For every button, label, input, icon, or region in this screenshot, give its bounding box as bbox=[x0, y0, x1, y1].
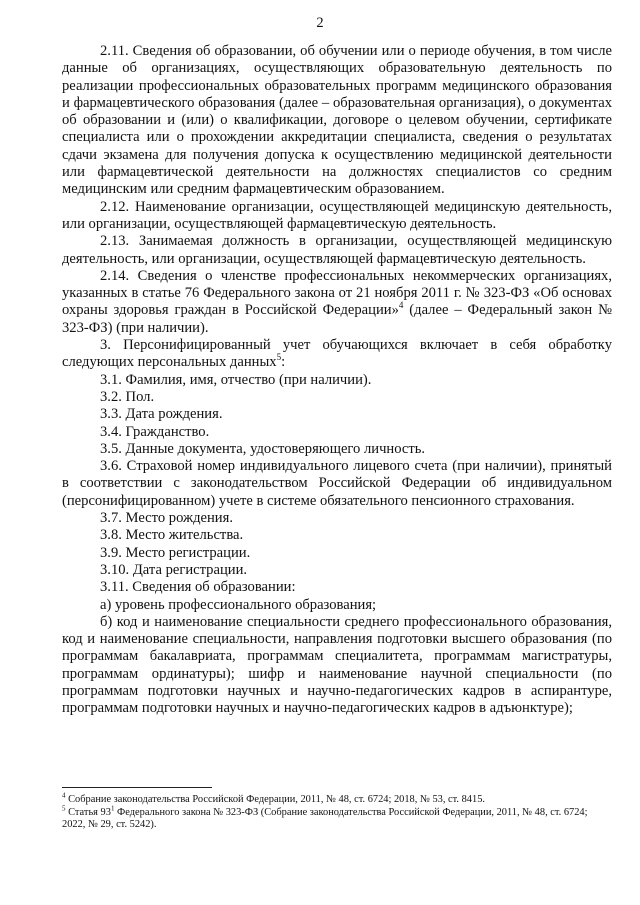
page-number: 2 bbox=[316, 15, 324, 31]
paragraph-3-4 bbox=[62, 424, 612, 441]
paragraph-text: 3.11. Сведения об образовании: bbox=[100, 579, 296, 596]
paragraph-text-tail: (далее – Федеральный закон № 323-ФЗ) (при наличии). bbox=[62, 302, 612, 336]
paragraph-text: 3.2. Пол. bbox=[100, 388, 155, 405]
paragraph-3-6 bbox=[62, 458, 612, 510]
paragraph-3-11 bbox=[62, 579, 612, 596]
paragraph-3-10 bbox=[62, 562, 612, 579]
footnote-5 bbox=[62, 804, 612, 832]
paragraph-3-7 bbox=[62, 510, 612, 527]
paragraph-text: 2.12. Наименование организации, осуществляющей медицинскую деятельность, или организации, осуществляющей фармацевтическую деятельность. bbox=[62, 198, 612, 232]
footnote-mark: 5 bbox=[62, 804, 66, 813]
footnote-text: Статья 93 bbox=[65, 806, 111, 818]
paragraph-3-8 bbox=[62, 527, 612, 544]
footnote-superscript: 1 bbox=[110, 804, 115, 813]
paragraph-text: 3.1. Фамилия, имя, отчество (при наличии). bbox=[100, 371, 372, 388]
paragraph-text: б) код и наименование специальности среднего профессионального образования, код и наименование специальности, направления подготовки высшего образования (по программам бакалавриата, программам специалитета, программам магистратуры, программам ординатуры); шифр и наименование научной специальности (по программам подготовки научных и научно-педагогических кадров в аспирантуре, программам подготовки научных и научно-педагогических кадров в адъюнктуре); bbox=[62, 613, 612, 717]
paragraph-text-tail: : bbox=[281, 354, 286, 371]
paragraph-text: 3. Персонифицированный учет обучающихся включает в себя обработку следующих персональных данных bbox=[62, 337, 612, 371]
footnote-mark: 4 bbox=[62, 791, 66, 800]
paragraph-text: 3.5. Данные документа, удостоверяющего личность. bbox=[100, 440, 426, 457]
paragraph-2-12 bbox=[62, 199, 612, 234]
paragraph-3-11-a bbox=[62, 597, 612, 614]
paragraph-text: 3.6. Страховой номер индивидуального лицевого счета (при наличии), принятый в соответствии с законодательством Российской Федерации об индивидуальном (персонифицированном) учете в системе обязательного пенсионного страхования. bbox=[62, 458, 612, 509]
paragraph-3 bbox=[62, 337, 612, 372]
paragraph-3-3 bbox=[62, 406, 612, 423]
paragraph-text: 3.7. Место рождения. bbox=[100, 510, 233, 527]
paragraph-text: 3.4. Гражданство. bbox=[100, 423, 210, 440]
paragraph-text: 3.9. Место регистрации. bbox=[100, 544, 251, 561]
paragraph-text: 3.8. Место жительства. bbox=[100, 527, 244, 544]
document-body bbox=[62, 43, 612, 718]
footnote-reference: 5 bbox=[276, 352, 282, 363]
paragraph-text: 3.10. Дата регистрации. bbox=[100, 561, 248, 578]
paragraph-3-9 bbox=[62, 545, 612, 562]
paragraph-2-13 bbox=[62, 233, 612, 268]
footnotes bbox=[62, 791, 612, 832]
footnote-reference: 4 bbox=[398, 300, 404, 311]
paragraph-text: 2.14. Сведения о членстве профессиональных некоммерческих организациях, указанных в статье 76 Федерального закона от 21 ноября 2011 г. № 323-ФЗ «Об основах охраны здоровья граждан в Российской Федерации» bbox=[62, 267, 612, 319]
footnote-text: Собрание законодательства Российской Федерации, 2011, № 48, ст. 6724; 2018, № 53, ст. 8415. bbox=[65, 794, 485, 805]
footnote-text-tail: Федерального закона № 323-ФЗ (Собрание законодательства Российской Федерации, 2011, № 48, ст. 6724; 2022, № 29, ст. 5242). bbox=[62, 806, 588, 831]
paragraph-text: 3.3. Дата рождения. bbox=[100, 406, 223, 423]
paragraph-3-5 bbox=[62, 441, 612, 458]
paragraph-2-11 bbox=[62, 43, 612, 199]
paragraph-3-11-b bbox=[62, 614, 612, 718]
paragraph-text: а) уровень профессионального образования; bbox=[100, 596, 377, 613]
paragraph-3-1 bbox=[62, 372, 612, 389]
paragraph-3-2 bbox=[62, 389, 612, 406]
footnote-4 bbox=[62, 791, 612, 807]
footnote-separator bbox=[62, 787, 212, 788]
paragraph-2-14 bbox=[62, 268, 612, 337]
paragraph-text: 2.13. Занимаемая должность в организации, осуществляющей медицинскую деятельность, или организации, осуществляющей фармацевтическую деятельность. bbox=[62, 233, 612, 267]
paragraph-text: 2.11. Сведения об образовании, об обучении или о периоде обучения, в том числе данные об организациях, осуществляющих образовательную деятельность по реализации профессиональных образовательных программ медицинского образования и фармацевтического образования (далее – образовательная организация), о документах об образовании и (или) о квалификации, договоре о целевом обучении, сертификате специалиста или о прохождении аккредитации специалиста, сведения о результатах сдачи экзамена для получения допуска к осуществлению медицинской деятельности или фармацевтической деятельности на должностях специалистов со средним медицинским или средним фармацевтическим образованием. bbox=[62, 43, 612, 198]
